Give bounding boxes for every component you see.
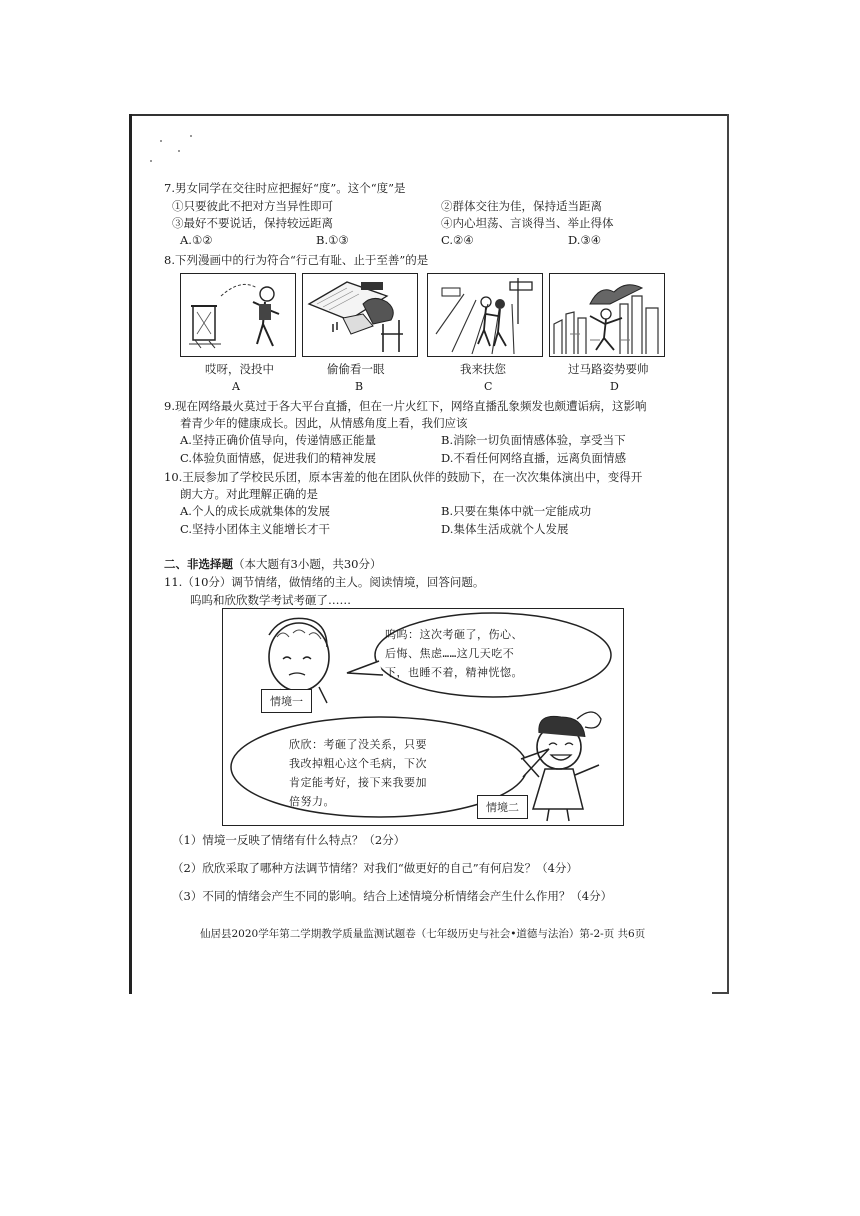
- q10-option-a: A.个人的成长成就集体的发展: [180, 504, 330, 518]
- q7-option-1: ①只要彼此不把对方当异性即可: [172, 199, 333, 213]
- q11-sub-2: （2）欣欣采取了哪种方法调节情绪？对我们“做更好的自己”有何启发？（4分）: [172, 861, 578, 875]
- q11-sub-1: （1）情境一反映了情绪有什么特点？（2分）: [172, 833, 406, 847]
- section2-title: 二、非选择题: [164, 557, 233, 571]
- bubble1-line-2: 后悔、焦虑……这几天吃不: [385, 647, 515, 660]
- scan-speckle: [190, 135, 192, 137]
- cartoon-panel-c: [427, 273, 543, 357]
- page-border-left: [129, 114, 132, 994]
- street-crossing-illustration: [550, 274, 664, 356]
- section2-note: （本大题有3小题，共30分）: [233, 557, 382, 571]
- caption-a: 哎呀，没投中: [205, 362, 274, 376]
- bubble1-line-1: 呜呜：这次考砸了，伤心、: [385, 628, 523, 641]
- q7-option-3: ③最好不要说话，保持较远距离: [172, 216, 333, 230]
- q10-option-c: C.坚持小团体主义能增长才干: [180, 522, 331, 536]
- q11-sub-3: （3）不同的情绪会产生不同的影响。结合上述情境分析情绪会产生什么作用？（4分）: [172, 889, 613, 903]
- q7-choice-d: D.③④: [568, 233, 602, 247]
- bubble2-line-2: 我改掉粗心这个毛病，下次: [289, 757, 427, 770]
- q11-intro: 呜呜和欣欣数学考试考砸了……: [190, 593, 351, 607]
- page-border-right: [727, 114, 729, 994]
- q8-stem: 8.下列漫画中的行为符合“行己有耻、止于至善”的是: [164, 253, 429, 267]
- q7-choice-b: B.①③: [316, 233, 349, 247]
- bubble1-line-3: 下，也睡不着，精神恍惚。: [385, 666, 523, 679]
- exam-peek-illustration: [303, 274, 417, 356]
- caption-c: 我来扶您: [460, 362, 506, 376]
- scene-tag-2: 情境二: [477, 795, 528, 819]
- caption-b: 偷偷看一眼: [327, 362, 385, 376]
- section2-heading: [164, 556, 381, 572]
- scan-speckle: [160, 140, 162, 142]
- q7-stem: 7.男女同学在交往时应把握好“度”。这个“度”是: [164, 181, 406, 195]
- bubble2-line-4: 倍努力。: [289, 795, 335, 808]
- help-elder-illustration: [428, 274, 542, 356]
- cartoon-panel-b: [302, 273, 418, 357]
- q11-stem: 11.（10分）调节情绪，做情绪的主人。阅读情境，回答问题。: [164, 575, 485, 589]
- q10-stem-1: 10.王辰参加了学校民乐团，原本害羞的他在团队伙伴的鼓励下，在一次次集体演出中，变得开: [164, 470, 643, 484]
- cartoon-panel-d: [549, 273, 665, 357]
- q10-stem-2: 朗大方。对此理解正确的是: [180, 487, 318, 501]
- scan-speckle: [178, 150, 180, 152]
- q9-option-c: C.体验负面情感，促进我们的精神发展: [180, 451, 377, 465]
- trash-throw-illustration: [181, 274, 295, 356]
- q9-option-d: D.不看任何网络直播，远离负面情感: [441, 451, 626, 465]
- q9-stem-1: 9.现在网络最火莫过于各大平台直播，但在一片火红下，网络直播乱象频发也颇遭诟病，这影响: [164, 399, 647, 413]
- q7-option-4: ④内心坦荡、言谈得当、举止得体: [441, 216, 614, 230]
- page-border-corner: [712, 992, 729, 994]
- scan-speckle: [150, 160, 152, 162]
- q10-option-b: B.只要在集体中就一定能成功: [441, 504, 592, 518]
- q9-option-b: B.消除一切负面情感体验，享受当下: [441, 433, 626, 447]
- cartoon-panel-a: [180, 273, 296, 357]
- page-footer: 仙居县2020学年第二学期教学质量监测试题卷（七年级历史与社会•道德与法治）第-2-页 共6页: [200, 928, 646, 940]
- q7-option-2: ②群体交往为佳，保持适当距离: [441, 199, 602, 213]
- q10-option-d: D.集体生活成就个人发展: [441, 522, 569, 536]
- panel-letter-c: C: [484, 380, 493, 393]
- q7-choice-a: A.①②: [180, 233, 213, 247]
- q7-choice-c: C.②④: [441, 233, 474, 247]
- panel-letter-b: B: [355, 380, 364, 393]
- q9-stem-2: 着青少年的健康成长。因此，从情感角度上看，我们应该: [180, 416, 468, 430]
- scenario-box: [222, 608, 624, 826]
- bubble2-line-3: 肯定能考好，接下来我要加: [289, 776, 427, 789]
- page-border: [129, 114, 729, 116]
- panel-letter-a: A: [232, 380, 240, 393]
- q9-option-a: A.坚持正确价值导向，传递情感正能量: [180, 433, 376, 447]
- scene-tag-1: 情境一: [261, 689, 312, 713]
- panel-letter-d: D: [610, 380, 619, 393]
- caption-d: 过马路姿势要帅: [568, 362, 649, 376]
- bubble2-line-1: 欣欣：考砸了没关系，只要: [289, 738, 427, 751]
